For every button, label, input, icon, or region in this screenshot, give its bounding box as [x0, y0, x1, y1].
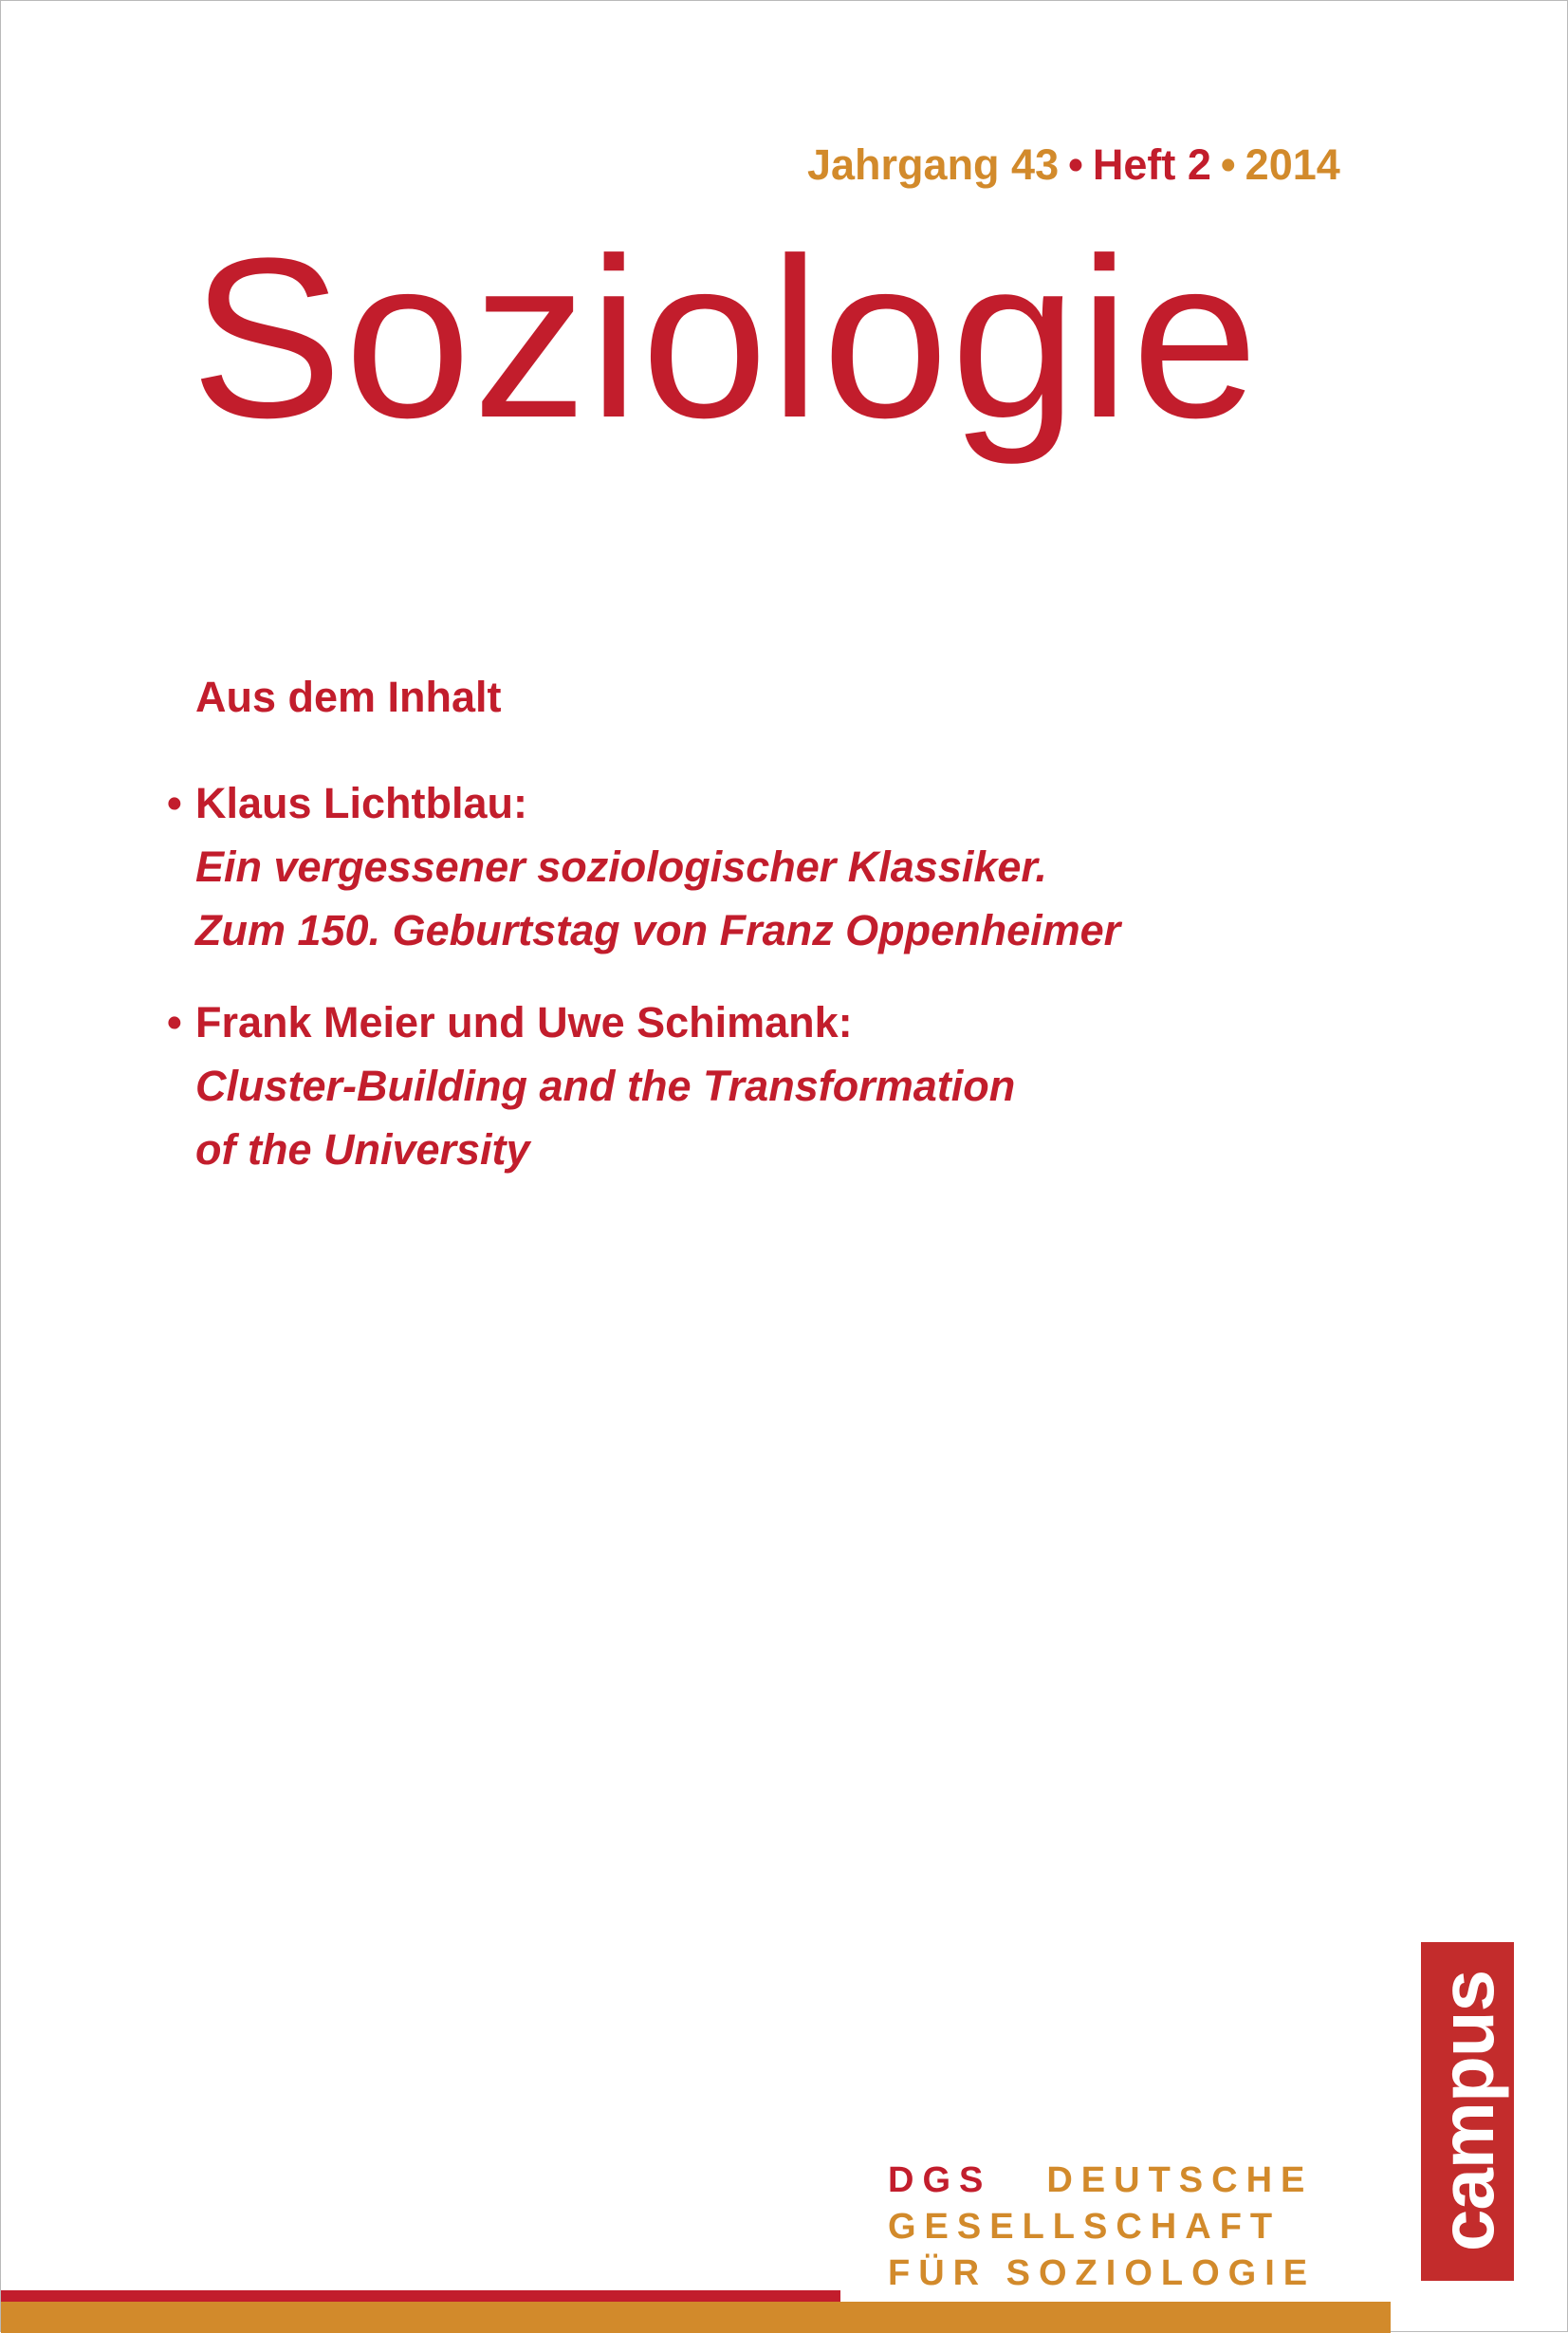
- issue-volume: Jahrgang 43: [807, 140, 1060, 189]
- bullet-icon: •: [167, 998, 182, 1046]
- entry-title-line: of the University: [195, 1125, 530, 1174]
- issue-separator: •: [1068, 140, 1083, 189]
- contents-entry: [167, 771, 1121, 962]
- bullet-icon: •: [167, 779, 182, 827]
- society-line: [888, 2157, 1316, 2204]
- contents-entry: [167, 991, 1120, 1181]
- society-name-line: FÜR SOZIOLOGIE: [888, 2253, 1317, 2293]
- issue-year: 2014: [1245, 140, 1340, 189]
- red-stripe: [1, 2290, 840, 2302]
- contents-heading: Aus dem Inhalt: [195, 673, 502, 721]
- society-acronym: DGS: [888, 2160, 992, 2200]
- journal-title: Soziologie: [191, 211, 1261, 465]
- society-name-line: GESELLSCHAFT: [888, 2207, 1282, 2247]
- publisher-logo: [1421, 1942, 1514, 2281]
- society-name-line: DEUTSCHE: [1046, 2160, 1314, 2200]
- gold-stripe: [1, 2302, 1391, 2333]
- issue-info: [807, 140, 1340, 189]
- entry-author: Klaus Lichtblau:: [195, 779, 528, 827]
- society-logo: [888, 2157, 1316, 2297]
- entry-title-line: Ein vergessener soziologischer Klassiker.: [195, 842, 1047, 891]
- table-of-contents: [167, 665, 1121, 1210]
- issue-separator: •: [1220, 140, 1236, 189]
- entry-title-line: Cluster-Building and the Transformation: [195, 1062, 1016, 1110]
- issue-number: Heft 2: [1092, 140, 1211, 189]
- entry-title-line: Zum 150. Geburtstag von Franz Oppenheimer: [195, 906, 1121, 954]
- publisher-logo-text: campus: [1425, 1970, 1509, 2252]
- entry-author: Frank Meier und Uwe Schimank:: [195, 998, 853, 1046]
